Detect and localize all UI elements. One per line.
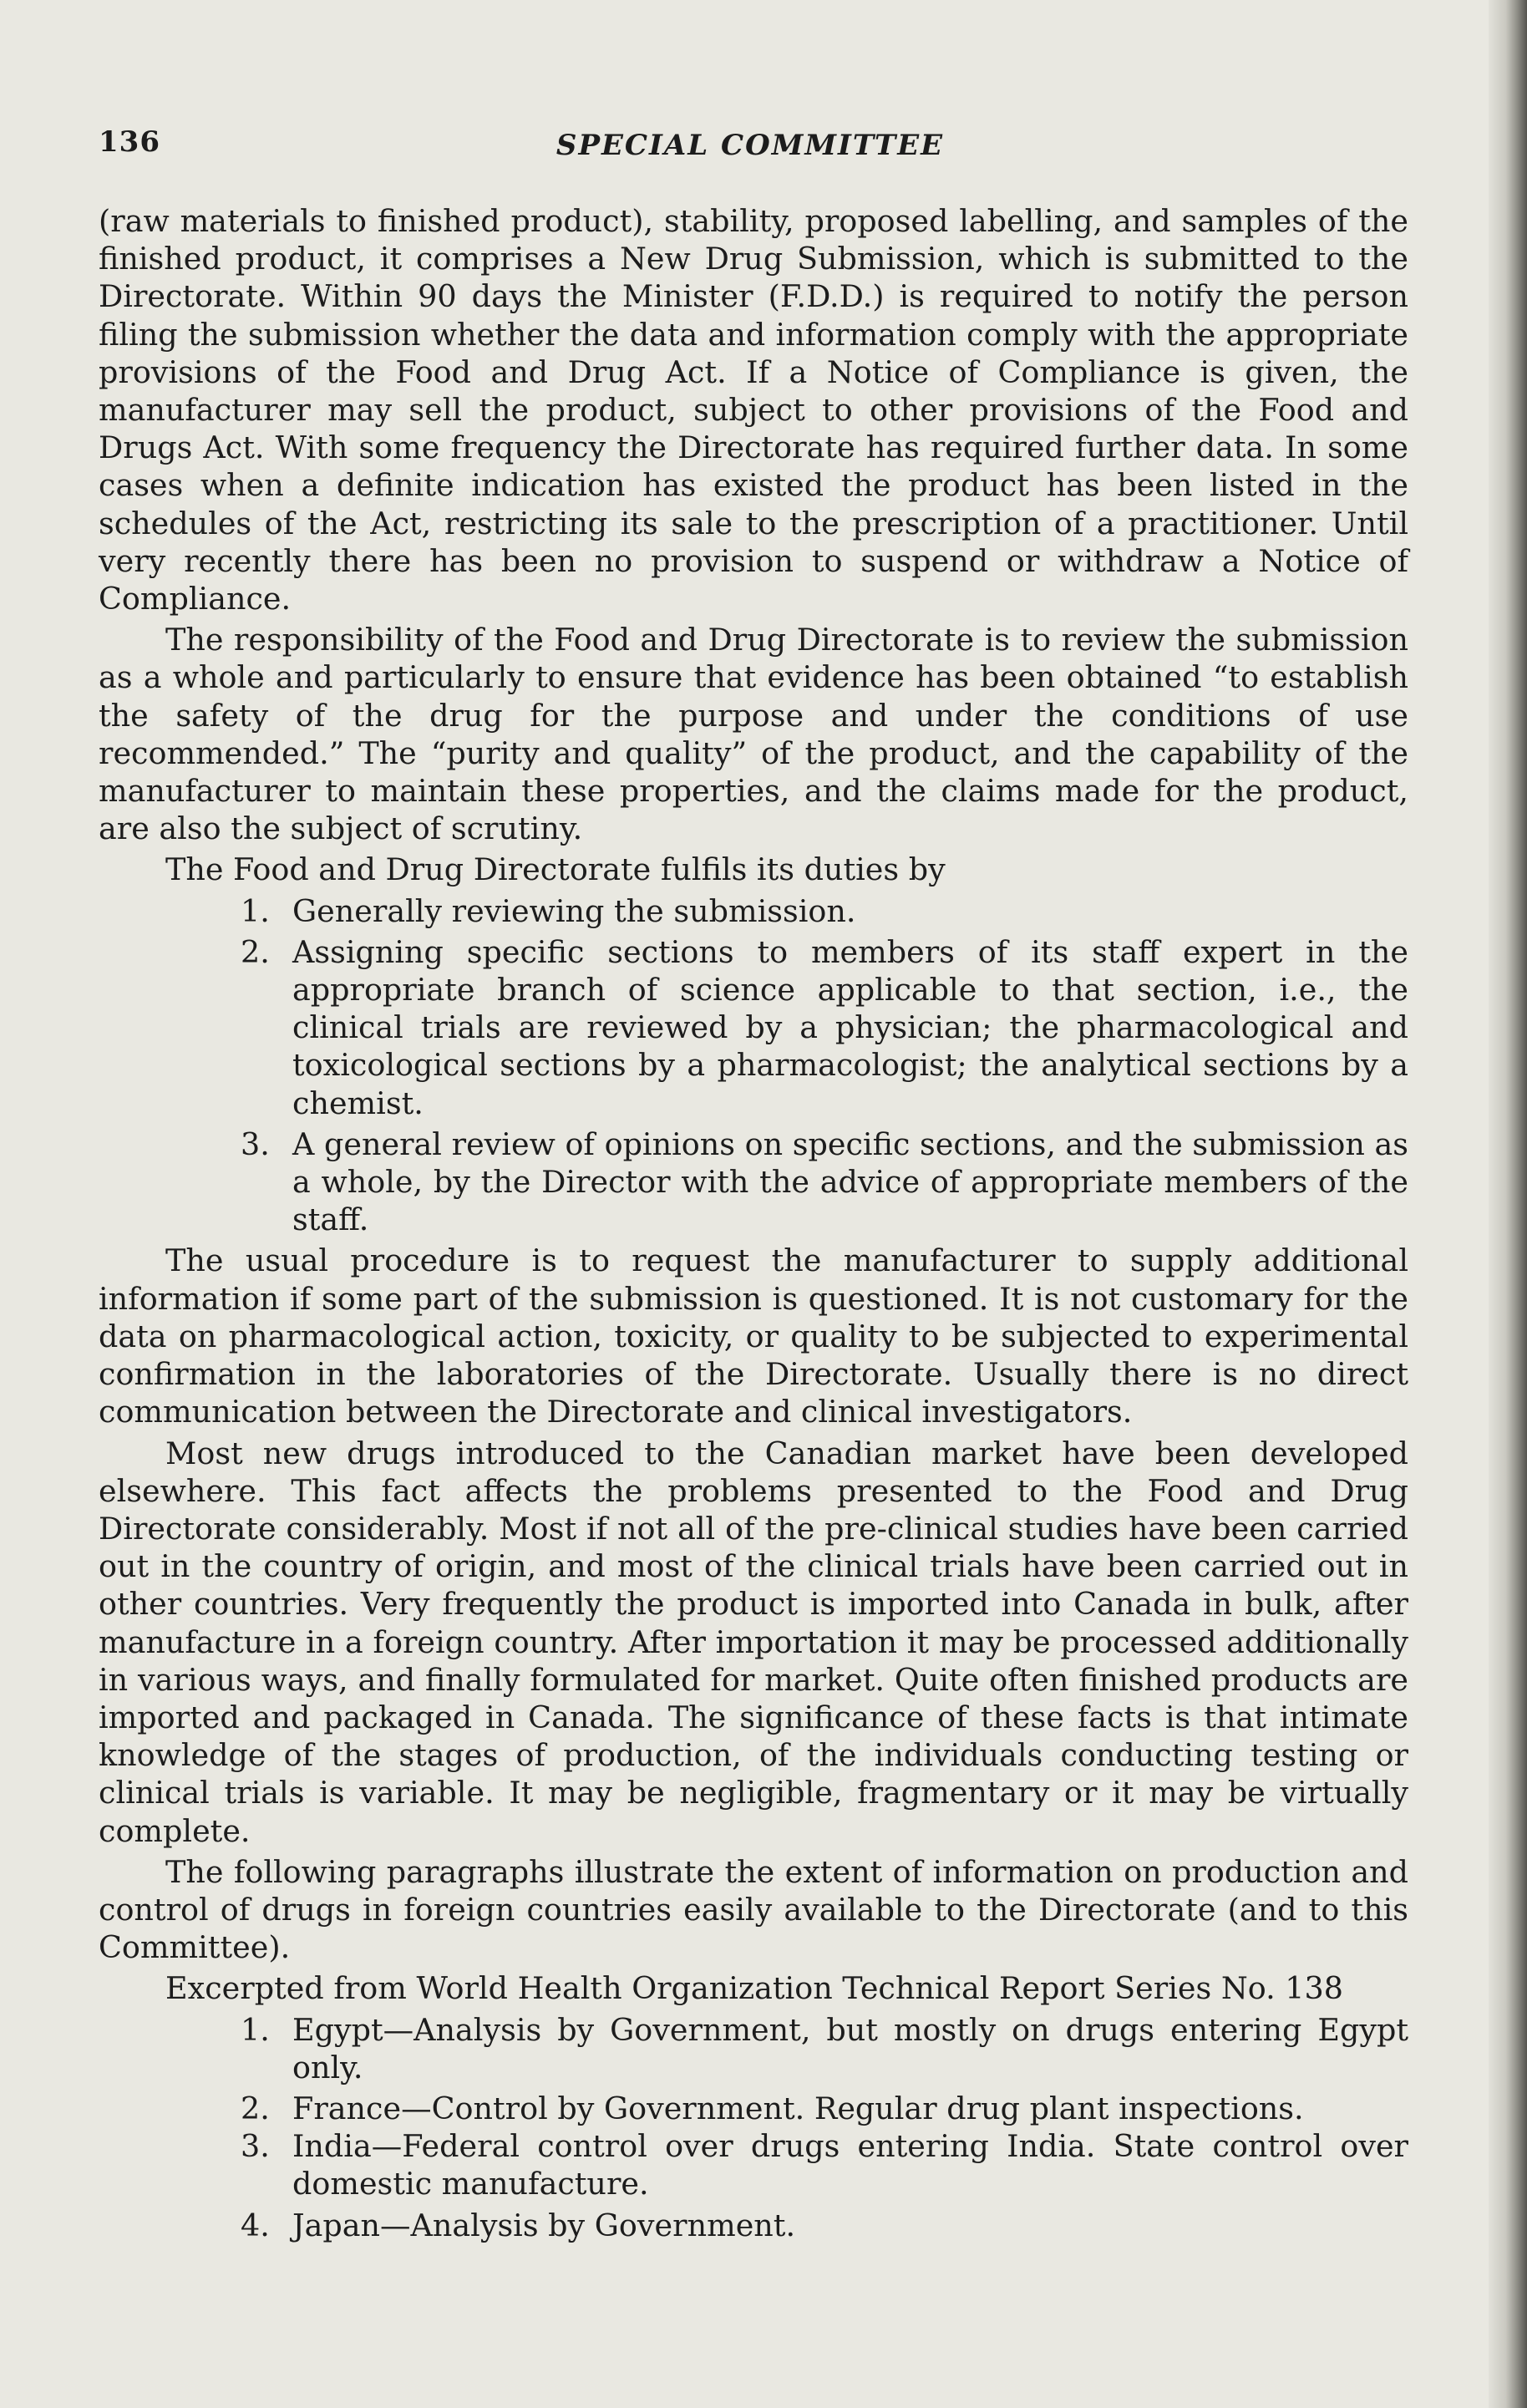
paragraph-responsibility: The responsibility of the Food and Drug Directorate is to review the submission as a whole and particularly to ensure that evidence has been obtained “to establish the safety of the drug for the purpose and under the conditions of use recommended.” The “purity and quality” of the product, and the capability of the manufacturer to maintain these properties, and the claims made for the product, are also the subject of scrutiny. — [99, 622, 1408, 847]
countries-list — [99, 2011, 1408, 2244]
list-item-text: A general review of opinions on specific sections, and the submission as a whole, by the Director with the advice of appropriate members of the staff. — [292, 1125, 1408, 1238]
page-binding-edge — [1489, 0, 1527, 2408]
running-title: SPECIAL COMMITTEE — [556, 129, 945, 162]
list-item — [241, 2011, 1408, 2086]
list-item — [241, 2127, 1408, 2202]
list-item-number: 2. — [241, 2090, 270, 2126]
list-item-number: 4. — [241, 2207, 270, 2243]
list-item — [241, 892, 1408, 930]
paragraph-new-drugs: Most new drugs introduced to the Canadian market have been developed elsewhere. This fact affects the problems presented to the Food and Drug Directorate considerably. Most if not all of the pre-clinical studies have been carried out in the country of origin, and most of the clinical trials have been carried out in other countries. Very frequently the product is imported into Canada in bulk, after manufacture in a foreign country. After importation it may be processed additionally in various ways, and finally formulated for market. Quite often finished products are imported and packaged in Canada. The significance of these facts is that intimate knowledge of the stages of production, of the individuals conducting testing or clinical trials is variable. It may be negligible, fragmentary or it may be virtually complete. — [99, 1435, 1408, 1849]
list-item-text: Japan—Analysis by Government. — [292, 2207, 796, 2243]
paragraph-usual-procedure: The usual procedure is to request the manufacturer to supply additional information if some part of the submission is questioned. It is not customary for the data on pharmacological action, toxicity, or quality to be subjected to experimental confirmation in the laboratories of the Directorate. Usually there is no direct communication between the Directorate and clinical investigators. — [99, 1242, 1408, 1430]
paragraph-excerpt-heading: Excerpted from World Health Organization Technical Report Series No. 138 — [165, 1970, 1343, 2007]
paragraph-continuation: (raw materials to finished product), stability, proposed labelling, and samples of the finished product, it comprises a New Drug Submission, which is submitted to the Directorate. Within 90 days the Minister (F.D.D.) is required to notify the person filing the submission whether the data and information comply with the appropriate provisions of the Food and Drug Act. If a Notice of Compliance is given, the manufacturer may sell the product, subject to other provisions of the Food and Drugs Act. With some frequency the Directorate has required further data. In some cases when a definite indication has existed the product has been listed in the schedules of the Act, restricting its sale to the prescription of a practitioner. Until very recently there has been no provision to suspend or withdraw a Notice of Compliance. — [99, 203, 1408, 617]
list-item-number: 1. — [241, 2011, 270, 2048]
list-item-text: India—Federal control over drugs entering India. State control over domestic manufacture. — [292, 2128, 1408, 2202]
list-item-text: France—Control by Government. Regular drug plant inspections. — [292, 2090, 1304, 2126]
list-item-text: Egypt—Analysis by Government, but mostly on drugs entering Egypt only. — [292, 2011, 1408, 2085]
list-item-number: 2. — [241, 933, 270, 970]
list-item — [241, 2207, 1408, 2244]
list-item-text: Generally reviewing the submission. — [292, 892, 856, 929]
list-item-text: Assigning specific sections to members of its staff expert in the appropriate branch of science applicable to that section, i.e., the clinical trials are reviewed by a physician; the pharmacological and toxicological sections by a pharmacologist; the analytical sections by a chemist. — [292, 933, 1408, 1121]
list-item — [241, 933, 1408, 1122]
page-number: 136 — [99, 125, 160, 159]
body-text — [99, 202, 1408, 2244]
page-header — [99, 125, 1402, 167]
list-item-number: 1. — [241, 892, 270, 929]
paragraph-following: The following paragraphs illustrate the extent of information on production and control of drugs in foreign countries easily available to the Directorate (and to this Committee). — [99, 1853, 1408, 1966]
list-item — [241, 1125, 1408, 1239]
duties-list — [99, 892, 1408, 1239]
list-item-number: 3. — [241, 1125, 270, 1162]
paragraph-duties-intro: The Food and Drug Directorate fulfils its duties by — [165, 851, 946, 888]
list-item — [241, 2090, 1408, 2127]
list-item-number: 3. — [241, 2128, 270, 2165]
